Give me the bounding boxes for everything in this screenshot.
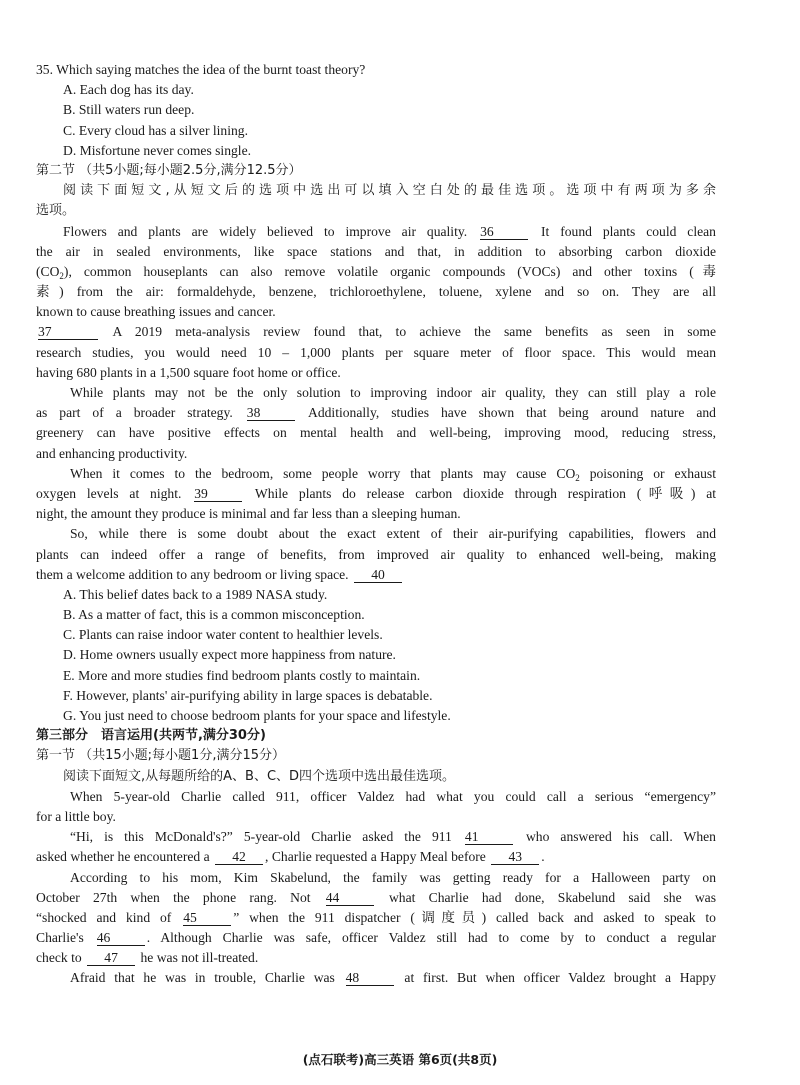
passage-line: having 680 plants in a 1,500 square foot home or office.	[36, 364, 341, 380]
blank-39: 39	[194, 486, 242, 502]
passage-line: greenery can have positive effects on mental health and well-being, improving mood, reducing stress,	[36, 425, 716, 441]
part-3-instruction: 阅读下面短文,从每题所给的A、B、C、D四个选项中选出最佳选项。	[63, 768, 456, 784]
blank-47: 47	[87, 950, 135, 966]
option-g: G. You just need to choose bedroom plants for your space and lifestyle.	[63, 708, 451, 723]
passage-line: Afraid that he was in trouble, Charlie was 48 at first. But when officer Valdez brought a Happy	[70, 970, 717, 986]
option-d: D. Home owners usually expect more happiness from nature.	[63, 647, 396, 663]
passage-line: 素) from the air: formaldehyde, benzene, trichloroethylene, toluene, xylene and so on. They are all	[36, 284, 716, 300]
option-f: F. However, plants' air-purifying ability in large spaces is debatable.	[63, 687, 433, 703]
passage-line: “shocked and kind of 45 ” when the 911 dispatcher (调度员) called back and asked to speak to	[36, 909, 716, 925]
blank-40: 40	[354, 567, 402, 583]
blank-43: 43	[491, 849, 539, 865]
passage-line: 37 A 2019 meta-analysis review found that, to achieve the same benefits as seen in some	[38, 324, 716, 340]
blank-36: 36	[480, 224, 528, 240]
passage-line: plants can indeed offer a range of benefits, from improved air quality to enhanced well-being, making	[36, 546, 716, 562]
option-b: B. As a matter of fact, this is a common misconception.	[63, 607, 365, 623]
passage-line: Flowers and plants are widely believed to improve air quality. 36 It found plants could clean	[63, 223, 716, 239]
passage-line: research studies, you would need 10 – 1,000 plants per square meter of floor space. This would mean	[36, 344, 716, 360]
q35-option-b: B. Still waters run deep.	[63, 102, 195, 118]
q35-option-d: D. Misfortune never comes single.	[63, 142, 252, 158]
passage-line: While plants may not be the only solution to improving indoor air quality, they can still play a role	[70, 385, 716, 400]
blank-42: 42	[215, 849, 263, 865]
passage-line: oxygen levels at night. 39 While plants do release carbon dioxide through respiration (呼吸) at	[36, 485, 716, 501]
option-e: E. More and more studies find bedroom plants costly to maintain.	[63, 667, 421, 683]
passage-line: $(CO_2)$, common houseplants can also remove volatile organic compounds (VOCs) and other toxins (毒	[36, 263, 716, 281]
option-c: C. Plants can raise indoor water content to healthier levels.	[63, 627, 383, 643]
passage-line: “Hi, is this McDonald's?” 5-year-old Charlie asked the 911 41 who answered his call. When	[70, 829, 716, 845]
q35-option-a: A. Each dog has its day.	[63, 82, 194, 98]
passage-line: the air in sealed environments, like space stations and that, in addition to absorbing carbon dioxide	[36, 243, 716, 259]
passage-line: for a little boy.	[36, 808, 116, 824]
passage-line: October 27th when the phone rang. Not 44 what Charlie had done, Skabelund said she was	[36, 889, 716, 905]
passage-line: asked whether he encountered a 42 , Charlie requested a Happy Meal before 43 .	[36, 849, 545, 865]
passage-line: According to his mom, Kim Skabelund, the family was getting ready for a Halloween party on	[70, 869, 716, 885]
section-2-instruction: 阅读下面短文,从短文后的选项中选出可以填入空白处的最佳选项。选项中有两项为多余	[63, 183, 716, 199]
part-3-sub-header: 第一节 （共15小题;每小题1分,满分15分）	[36, 748, 285, 764]
part-3-header: 第三部分 语言运用(共两节,满分30分)	[36, 728, 266, 744]
blank-37: 37	[38, 324, 98, 340]
passage-line: check to 47 he was not ill-treated.	[36, 950, 259, 966]
blank-45: 45	[183, 910, 231, 926]
passage-line: known to cause breathing issues and cancer.	[36, 304, 276, 320]
passage-line: So, while there is some doubt about the exact extent of their air-purifying capabilities, flowers and	[70, 526, 716, 542]
blank-38: 38	[247, 405, 295, 421]
passage-line: When it comes to the bedroom, some people worry that plants may cause $CO_2$ poisoning or exhaust	[70, 465, 716, 483]
option-a: A. This belief dates back to a 1989 NASA study.	[63, 586, 328, 602]
section-2-instruction-cont: 选项。	[36, 203, 76, 219]
passage-line: as part of a broader strategy. 38 Additionally, studies have shown that being around nature and	[36, 405, 716, 421]
exam-page	[36, 60, 716, 989]
page-footer: (点石联考)高三英语 第6页(共8页)	[302, 1052, 498, 1067]
passage-line: When 5-year-old Charlie called 911, officer Valdez had what you could call a serious “emergency”	[70, 788, 716, 804]
passage-line: them a welcome addition to any bedroom or living space. 40	[36, 565, 716, 585]
passage-line: and enhancing productivity.	[36, 445, 188, 461]
blank-41: 41	[465, 829, 513, 845]
question-35-stem: 35. Which saying matches the idea of the burnt toast theory?	[36, 62, 366, 77]
passage-line: Charlie's 46 . Although Charlie was safe, officer Valdez still had to come by to conduct a regular	[36, 930, 717, 946]
blank-46: 46	[97, 930, 145, 946]
section-2-header: 第二节 （共5小题;每小题2.5分,满分12.5分）	[36, 162, 302, 178]
blank-48: 48	[346, 970, 394, 986]
q35-option-c: C. Every cloud has a silver lining.	[63, 122, 248, 138]
passage-line: night, the amount they produce is minimal and far less than a sleeping human.	[36, 506, 461, 522]
blank-44: 44	[326, 890, 374, 906]
